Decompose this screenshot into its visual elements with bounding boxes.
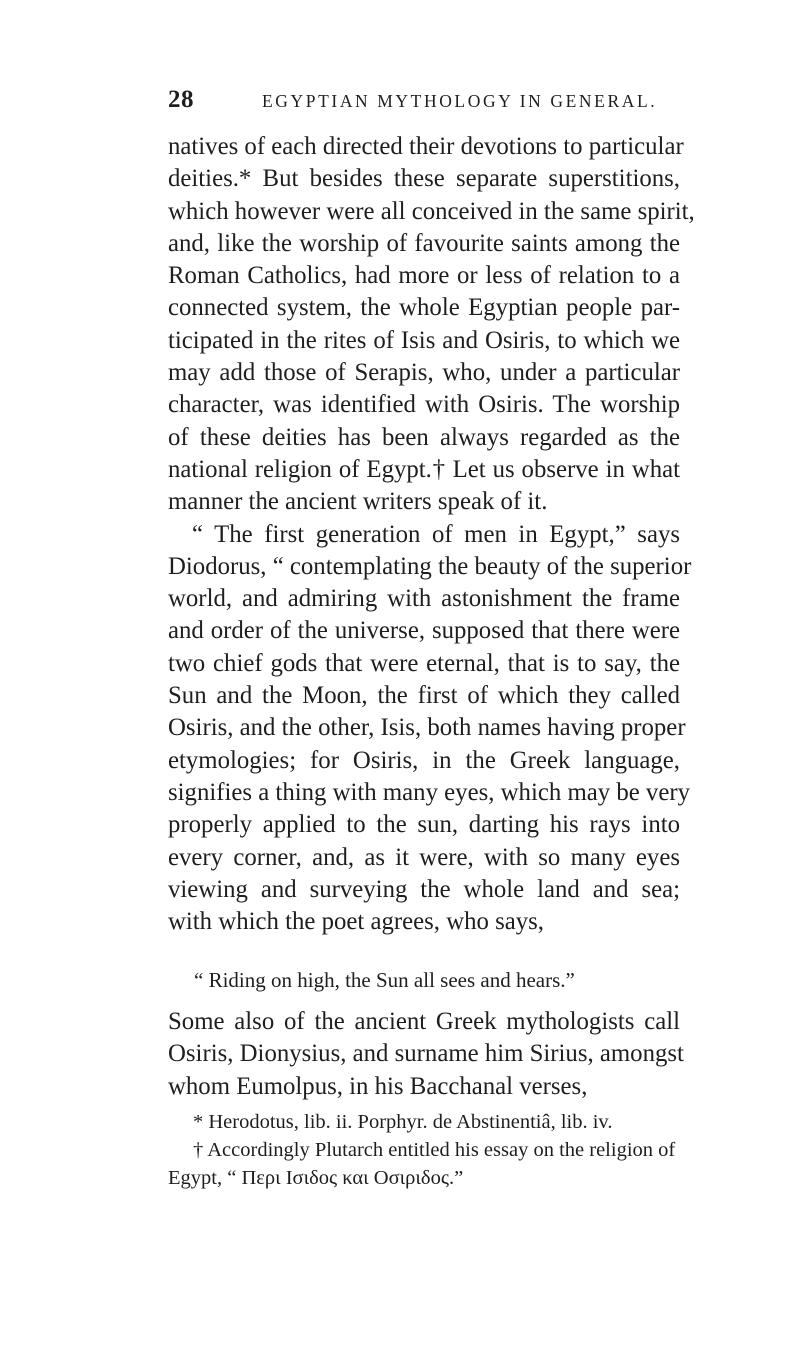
text-line: properly applied to the sun, darting his rays into <box>168 811 680 839</box>
text-line: Sun and the Moon, the first of which they called <box>168 682 680 710</box>
text-line: may add those of Serapis, who, under a particular <box>168 359 680 387</box>
page-number: 28 <box>168 86 194 113</box>
text-line: Some also of the ancient Greek mythologists call <box>168 1008 680 1035</box>
text-line: viewing and surveying the whole land and sea; <box>168 875 680 903</box>
body-text <box>168 131 695 938</box>
text-line: two chief gods that were eternal, that is to say, the <box>168 649 680 677</box>
text-line: world, and admiring with astonishment the frame <box>168 585 680 613</box>
text-line: connected system, the whole Egyptian people par- <box>168 294 680 322</box>
text-line: and, like the worship of favourite saints among the <box>168 229 680 257</box>
text-line: “ The first generation of men in Egypt,” says <box>192 520 680 548</box>
text-line: signifies a thing with many eyes, which may be very <box>168 778 690 806</box>
text-line: with which the poet agrees, who says, <box>168 908 544 936</box>
running-title: EGYPTIAN MYTHOLOGY IN GENERAL. <box>262 91 658 111</box>
text-line: whom Eumolpus, in his Bacchanal verses, <box>168 1072 588 1100</box>
text-line: of these deities has been always regarded as the <box>168 423 680 451</box>
text-line: natives of each directed their devotions to particular <box>168 133 684 160</box>
text-line: Diodorus, “ contemplating the beauty of the superior <box>168 552 692 580</box>
text-line: manner the ancient writers speak of it. <box>168 488 548 516</box>
text-line: deities.* But besides these separate superstitions, <box>168 165 680 193</box>
verse-quote: “ Riding on high, the Sun all sees and hears.” <box>194 968 575 992</box>
footnote-continued: Egypt, “ Περι Ισιδος και Οσιριδος.” <box>168 1167 464 1189</box>
text-line: and order of the universe, supposed that there were <box>168 617 680 645</box>
text-line: Roman Catholics, had more or less of relation to a <box>168 262 680 290</box>
text-line: every corner, and, as it were, with so many eyes <box>168 843 680 871</box>
running-head <box>168 86 688 116</box>
text-line: etymologies; for Osiris, in the Greek language, <box>168 746 680 774</box>
text-line: which however were all conceived in the same spirit, <box>168 197 695 225</box>
text-line: character, was identified with Osiris. The worship <box>168 391 680 419</box>
text-line: national religion of Egypt.† Let us observe in what <box>168 455 680 483</box>
body-text-continued <box>168 1006 684 1103</box>
footnotes <box>168 1108 680 1192</box>
footnote: * Herodotus, lib. ii. Porphyr. de Abstinentiâ, lib. iv. <box>193 1111 613 1133</box>
text-line: ticipated in the rites of Isis and Osiris, to which we <box>168 326 680 354</box>
text-line: Osiris, and the other, Isis, both names having proper <box>168 714 686 742</box>
footnote: † Accordingly Plutarch entitled his essay on the religion of <box>193 1139 676 1161</box>
text-line: Osiris, Dionysius, and surname him Sirius, amongst <box>168 1040 684 1068</box>
